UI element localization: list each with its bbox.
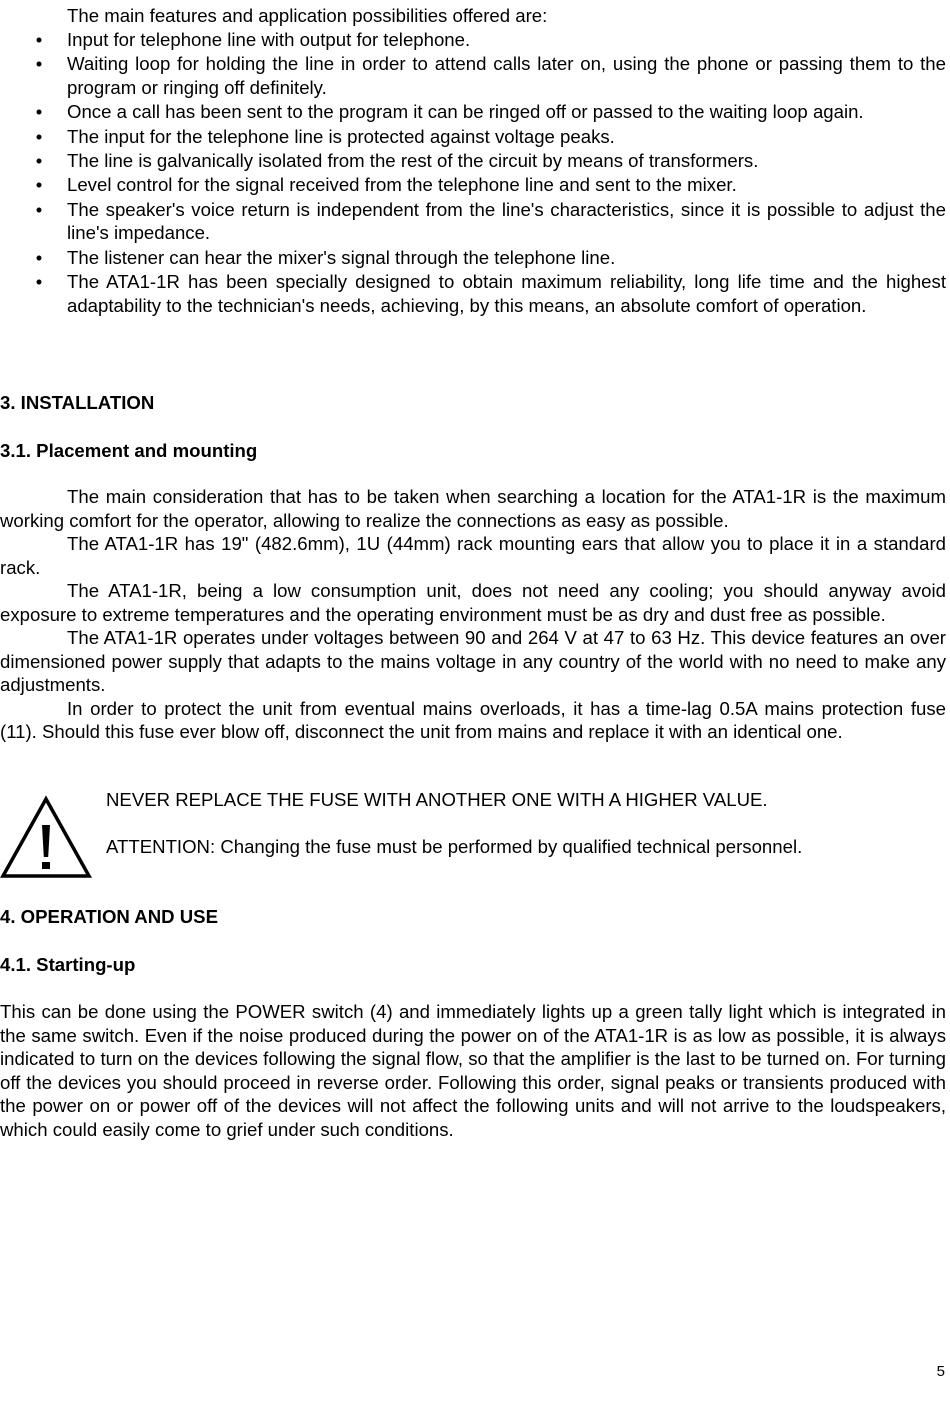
list-item	[0, 52, 946, 99]
list-item-text: The ATA1-1R has been specially designed to obtain maximum reliability, long life time and the highest adaptability to the technician's needs, achieving, by this means, an absolute comfort of operation.	[67, 271, 946, 316]
section-3-heading: 3. INSTALLATION	[0, 392, 155, 413]
bullet-icon: •	[35, 125, 43, 147]
bullet-icon: •	[35, 198, 43, 220]
warning-fuse-value: NEVER REPLACE THE FUSE WITH ANOTHER ONE WITH A HIGHER VALUE.	[106, 789, 768, 810]
list-item	[0, 198, 946, 245]
warning-qualified-personnel: ATTENTION: Changing the fuse must be performed by qualified technical personnel.	[106, 836, 803, 857]
bullet-icon: •	[35, 246, 43, 268]
bullet-icon: •	[35, 150, 43, 172]
page-number: 5	[936, 1363, 945, 1380]
section-4-heading: 4. OPERATION AND USE	[0, 906, 218, 927]
list-item	[0, 173, 946, 197]
paragraph: The ATA1-1R has 19" (482.6mm), 1U (44mm) rack mounting ears that allow you to place it in a standard rack.	[0, 533, 946, 578]
features-list	[0, 28, 946, 318]
section-3-1-heading: 3.1. Placement and mounting	[0, 440, 258, 461]
list-item-text: The speaker's voice return is independent from the line's characteristics, since it is possible to adjust the line's impedance.	[67, 198, 946, 244]
bullet-icon: •	[35, 29, 43, 50]
features-intro: The main features and application possibilities offered are:	[67, 5, 548, 26]
list-item-text: The line is galvanically isolated from the rest of the circuit by means of transformers.	[67, 150, 759, 172]
paragraph: The ATA1-1R operates under voltages between 90 and 264 V at 47 to 63 Hz. This device features an over dimensioned power supply that adapts to the mains voltage in any country of the world with no need to make any adjustments.	[0, 627, 946, 695]
warning-triangle-icon	[0, 795, 92, 879]
list-item-text: Once a call has been sent to the program it can be ringed off or passed to the waiting loop again.	[67, 101, 864, 123]
section-4-1-heading: 4.1. Starting-up	[0, 954, 136, 975]
list-item	[0, 28, 946, 52]
starting-up-paragraph: This can be done using the POWER switch (4) and immediately lights up a green tally light which is integrated in the same switch. Even if the noise produced during the power on of the ATA1-1R is as low as possible, it is always indicated to turn on the devices following the signal flow, so that the amplifier is the last to be turned on. For turning off the devices you should proceed in reverse order. Following this order, signal peaks or transients produced with the power on or power off of the devices will not affect the following units and will not arrive to the loudspeakers, which could easily come to grief under such conditions.	[0, 1001, 946, 1140]
paragraph: In order to protect the unit from eventual mains overloads, it has a time-lag 0.5A mains protection fuse (11). Should this fuse ever blow off, disconnect the unit from mains and replace it with an identical one.	[0, 697, 946, 742]
paragraph: The ATA1-1R, being a low consumption unit, does not need any cooling; you should anyway avoid exposure to extreme temperatures and the operating environment must be as dry and dust free as possible.	[0, 580, 946, 625]
bullet-icon: •	[35, 53, 43, 75]
list-item-text: The listener can hear the mixer's signal through the telephone line.	[67, 246, 616, 268]
list-item	[0, 246, 946, 270]
list-item	[0, 270, 946, 317]
list-item-text: Level control for the signal received from the telephone line and sent to the mixer.	[67, 174, 737, 196]
list-item	[0, 100, 946, 124]
list-item	[0, 149, 946, 173]
list-item	[0, 125, 946, 149]
bullet-icon: •	[35, 271, 43, 293]
bullet-icon: •	[35, 174, 43, 196]
list-item-text: Input for telephone line with output for telephone.	[67, 29, 471, 50]
list-item-text: The input for the telephone line is protected against voltage peaks.	[67, 125, 615, 147]
paragraph: The main consideration that has to be taken when searching a location for the ATA1-1R is the maximum working comfort for the operator, allowing to realize the connections as easy as possible.	[0, 486, 946, 531]
bullet-icon: •	[35, 101, 43, 123]
list-item-text: Waiting loop for holding the line in order to attend calls later on, using the phone or passing them to the program or ringing off definitely.	[67, 53, 946, 98]
placement-paragraphs	[0, 485, 946, 744]
